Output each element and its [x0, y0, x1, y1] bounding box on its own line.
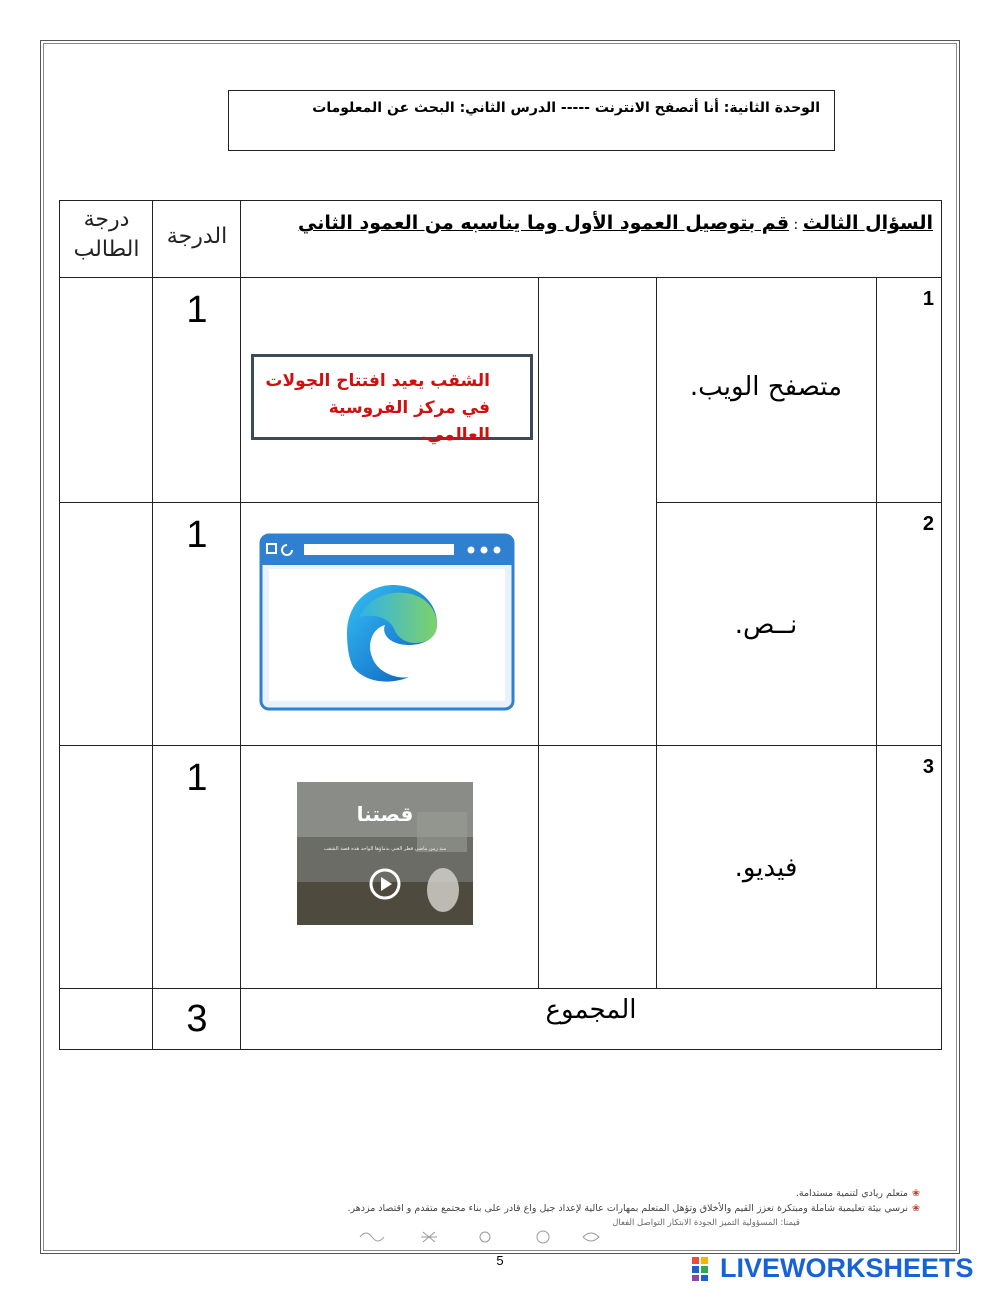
news-text-line1: الشقب يعيد افتتاح الجولات — [265, 371, 490, 391]
browser-window-image[interactable] — [259, 533, 515, 711]
word-text: نــص. — [734, 610, 798, 640]
total-mark: 3 — [186, 998, 208, 1040]
student-total-input[interactable] — [60, 990, 152, 1049]
student-mark-input-2[interactable] — [60, 503, 152, 745]
liveworksheets-grid-icon — [692, 1257, 718, 1281]
video-subtitle: منذ زمن ماضي قطر الغني بدماؤها الواحد هذه قصة الشقب — [323, 846, 447, 852]
question-title — [249, 212, 933, 234]
question-instruction: قم بتوصيل العمود الأول وما يناسبه من العمود الثاني — [297, 212, 790, 234]
school-footer — [75, 1186, 920, 1231]
row-number-1: 1 — [922, 288, 934, 310]
student-mark-header-line1: درجة — [83, 207, 130, 232]
mark-row-2: 1 — [186, 514, 208, 556]
student-mark-header-line2: الطالب — [73, 237, 140, 262]
lesson-header — [228, 90, 835, 151]
liveworksheets-wordmark: LIVEWORKSHEETS — [720, 1253, 974, 1283]
student-mark-input-3[interactable] — [60, 746, 152, 988]
play-icon[interactable] — [368, 867, 402, 901]
footer-mission: ❀نرسي بيئة تعليمية شاملة ومبتكرة تعزز القيم والأخلاق وتؤهل المتعلم بمهارات عالية لإعداد جيل واع قادر على بناء مجتمع متقدم و اقتصاد مزدهر. — [347, 1203, 920, 1214]
student-mark-header — [60, 205, 153, 265]
footer-vision: ❀متعلم ريادي لتنمية مستدامة. — [795, 1188, 920, 1199]
mark-column-header: الدرجة — [166, 224, 228, 249]
word-video: فيديو. — [734, 853, 798, 883]
row-number-3: 3 — [922, 756, 934, 778]
question-prefix: السؤال الثالث — [802, 212, 933, 234]
mark-row-1: 1 — [186, 289, 208, 331]
match-drop-zone-3[interactable] — [539, 746, 655, 988]
swirl-icon: ❀ — [912, 1188, 920, 1199]
match-drop-zone-1[interactable] — [539, 278, 655, 745]
word-web-browser: متصفح الويب. — [689, 372, 843, 402]
swirl-icon: ❀ — [912, 1203, 920, 1214]
footer-values: قيمنا: المسؤولية التميز الجودة الابتكار التواصل الفعال — [612, 1218, 800, 1228]
page-number: 5 — [496, 1253, 504, 1268]
footer-ornament-icons — [355, 1229, 610, 1245]
student-mark-input-1[interactable] — [60, 278, 152, 502]
lesson-header-text: الوحدة الثانية: أنا أتصفح الانترنت ----- الدرس الثاني: البحث عن المعلومات — [312, 100, 820, 116]
row-number-2: 2 — [922, 513, 934, 535]
question-separator: : — [789, 217, 803, 233]
edge-browser-icon — [259, 533, 515, 711]
total-label: المجموع — [545, 995, 637, 1025]
video-thumbnail-image[interactable] — [297, 782, 473, 925]
mark-row-3: 1 — [186, 757, 208, 799]
news-text-line2: في مركز الفروسية العالمي. — [328, 398, 490, 445]
video-title: قصتنا — [356, 802, 414, 826]
news-text-image[interactable] — [251, 354, 533, 445]
